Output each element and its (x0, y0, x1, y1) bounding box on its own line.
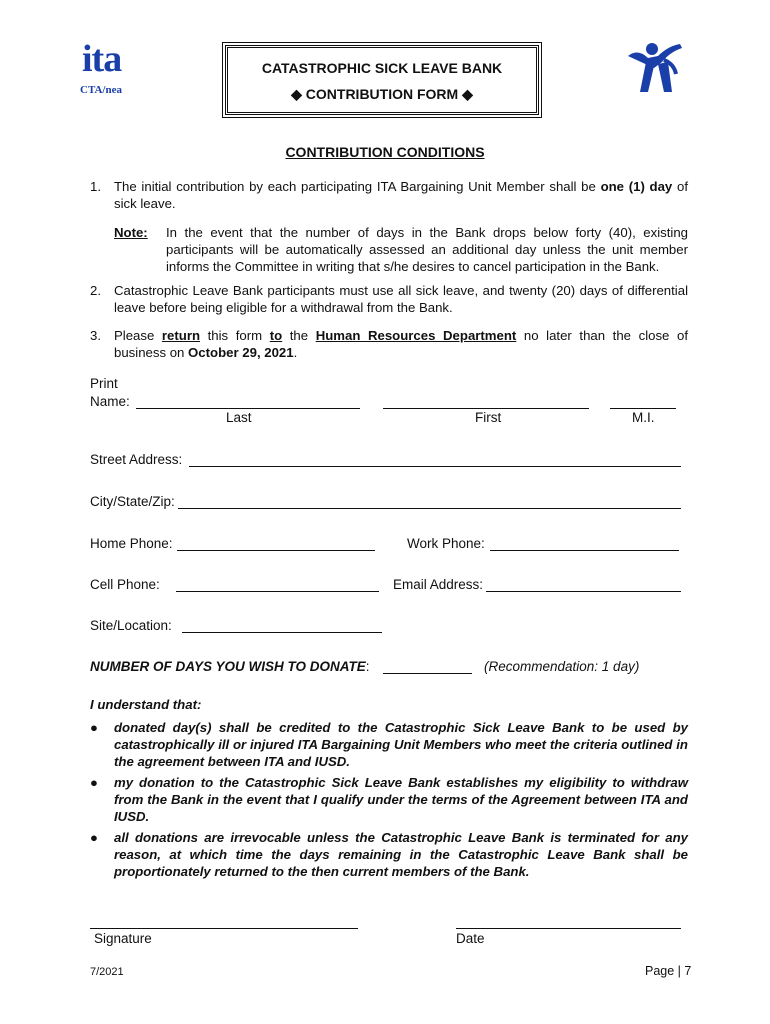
bullet-icon: ● (90, 775, 98, 790)
city-state-zip-field[interactable] (178, 508, 681, 509)
days-to-donate-field[interactable] (383, 673, 472, 674)
item-number: 3. (90, 328, 101, 343)
email-address-field[interactable] (486, 591, 681, 592)
item-number: 1. (90, 179, 101, 194)
days-to-donate-label: NUMBER OF DAYS YOU WISH TO DONATE: (90, 659, 370, 674)
work-phone-label: Work Phone: (407, 536, 485, 551)
home-phone-field[interactable] (177, 550, 375, 551)
email-address-label: Email Address: (393, 577, 484, 592)
cta-nea-logo-text: CTA/nea (80, 84, 122, 96)
form-title: CATASTROPHIC SICK LEAVE BANK (261, 60, 503, 76)
signature-field[interactable] (90, 928, 358, 929)
list-item: ● all donations are irrevocable unless the Catastrophic Leave Bank is terminated for any reason, at which time the days remaining in the Catastrophic Leave Bank shall be proportionately returned to the then current members of the Bank. (90, 830, 688, 879)
revision-date: 7/2021 (90, 966, 124, 978)
stick-figure-icon (624, 40, 686, 96)
work-phone-field[interactable] (490, 550, 679, 551)
street-address-label: Street Address: (90, 452, 183, 467)
cell-phone-label: Cell Phone: (90, 577, 160, 592)
name-label: Name: (90, 394, 130, 409)
last-caption: Last (226, 410, 252, 425)
item-text: Please return this form to the Human Resources Department no later than the close of business on October 29, 2021. (114, 328, 688, 360)
title-box (222, 42, 542, 118)
understand-heading: I understand that: (90, 697, 202, 712)
note-label: Note: (114, 225, 148, 240)
list-item: ● my donation to the Catastrophic Sick Leave Bank establishes my eligibility to withdraw from the Bank in the event that I qualify under the terms of the Agreement between ITA and IUSD. (90, 775, 688, 824)
note-text: In the event that the number of days in the Bank drops below forty (40), existing participants will be automatically assessed an additional day unless the unit member informs the Committee in writing that s/he desires to cancel participation in the Bank. (166, 225, 688, 274)
item-number: 2. (90, 283, 101, 298)
condition-item-1 (90, 178, 688, 212)
city-state-zip-label: City/State/Zip: (90, 494, 175, 509)
bullet-icon: ● (90, 830, 98, 845)
site-location-label: Site/Location: (90, 618, 172, 633)
condition-item-2 (90, 282, 688, 316)
mi-caption: M.I. (632, 410, 655, 425)
conditions-heading: CONTRIBUTION CONDITIONS (285, 144, 485, 160)
first-name-field[interactable] (383, 408, 589, 409)
ita-logo: ita (82, 38, 122, 80)
first-caption: First (475, 410, 502, 425)
form-subtitle: ◆ CONTRIBUTION FORM ◆ (291, 86, 473, 102)
middle-initial-field[interactable] (610, 408, 676, 409)
condition-item-3 (90, 327, 688, 361)
signature-label: Signature (94, 931, 152, 946)
recommendation-text: (Recommendation: 1 day) (484, 659, 640, 674)
list-item: ● donated day(s) shall be credited to the Catastrophic Sick Leave Bank to be used by catastrophically ill or injured ITA Bargaining Unit Members who meet the criteria outlined in the agreement between ITA and IUSD. (90, 720, 688, 769)
home-phone-label: Home Phone: (90, 536, 173, 551)
page-number: Page | 7 (645, 964, 692, 978)
last-name-field[interactable] (136, 408, 360, 409)
site-location-field[interactable] (182, 632, 382, 633)
bullet-icon: ● (90, 720, 98, 735)
date-field[interactable] (456, 928, 681, 929)
item-text: The initial contribution by each participating ITA Bargaining Unit Member shall be one (1) day of sick leave. (114, 179, 688, 211)
date-label: Date (456, 931, 485, 946)
cell-phone-field[interactable] (176, 591, 379, 592)
condition-note (90, 224, 688, 275)
street-address-field[interactable] (189, 466, 681, 467)
item-text: Catastrophic Leave Bank participants must use all sick leave, and twenty (20) days of differential leave before being eligible for a withdrawal from the Bank. (114, 283, 688, 315)
print-label: Print (90, 376, 118, 391)
